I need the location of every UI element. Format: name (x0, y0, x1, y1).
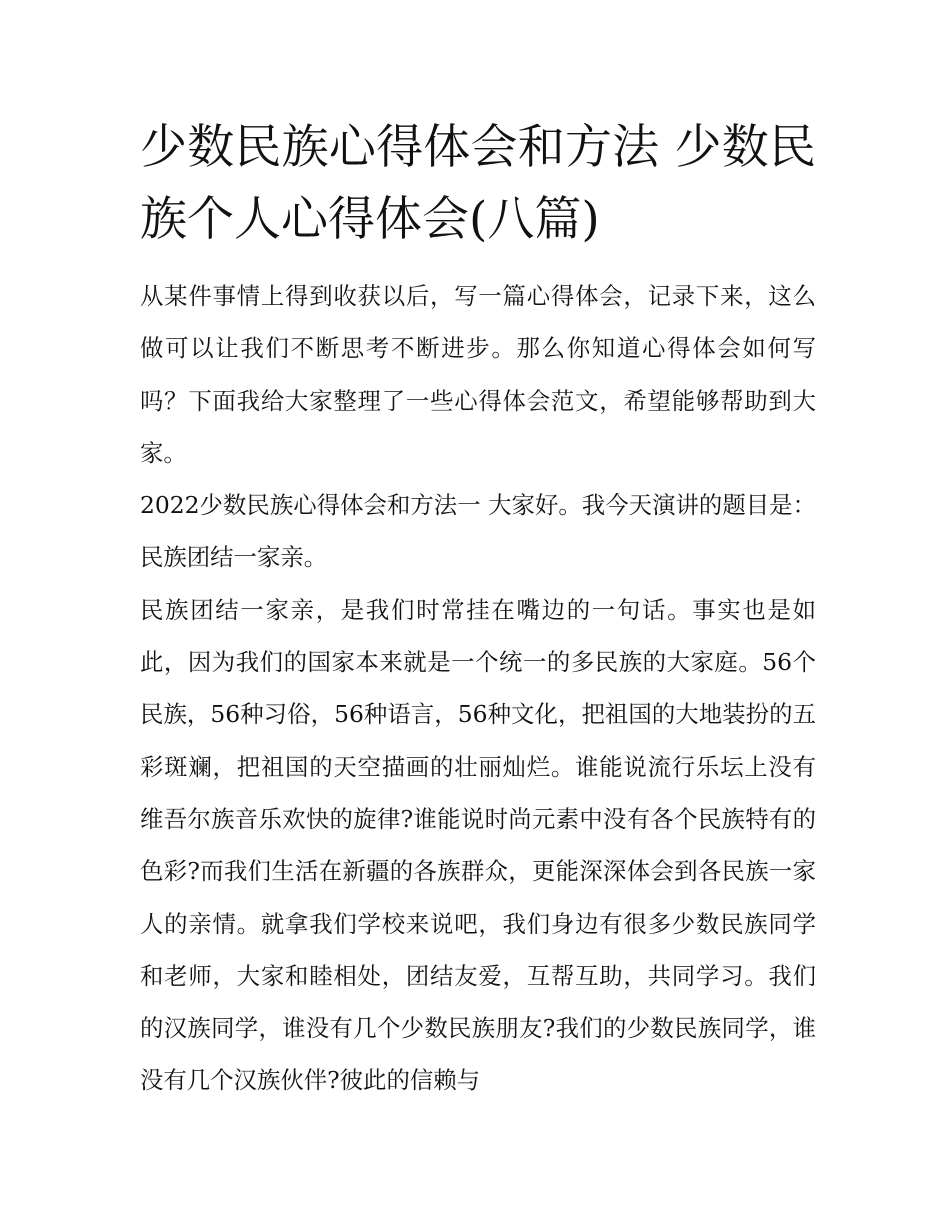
paragraph-intro: 从某件事情上得到收获以后，写一篇心得体会，记录下来，这么做可以让我们不断思考不断进步。那么你知道心得体会如何写吗？下面我给大家整理了一些心得体会范文，希望能够帮助到大家。 (140, 282, 816, 467)
document-title: 少数民族心得体会和方法 少数民族个人心得体会(八篇) (140, 120, 816, 247)
paragraph-section-heading: 2022少数民族心得体会和方法一 大家好。我今天演讲的题目是：民族团结一家亲。 (140, 491, 816, 572)
paragraph-body: 民族团结一家亲，是我们时常挂在嘴边的一句话。事实也是如此，因为我们的国家本来就是一个统一的多民族的大家庭。56个民族，56种习俗，56种语言，56种文化，把祖国的大地装扮的五彩斑斓，把祖国的天空描画的壮丽灿烂。谁能说流行乐坛上没有维吾尔族音乐欢快的旋律?谁能说时尚元素中没有各个民族特有的色彩?而我们生活在新疆的各族群众，更能深深体会到各民族一家人的亲情。就拿我们学校来说吧，我们身边有很多少数民族同学和老师，大家和睦相处，团结友爱，互帮互助，共同学习。我们的汉族同学，谁没有几个少数民族朋友?我们的少数民族同学，谁没有几个汉族伙伴?彼此的信赖与 (140, 595, 816, 1095)
title-block (140, 112, 816, 256)
document-content (140, 112, 816, 1107)
